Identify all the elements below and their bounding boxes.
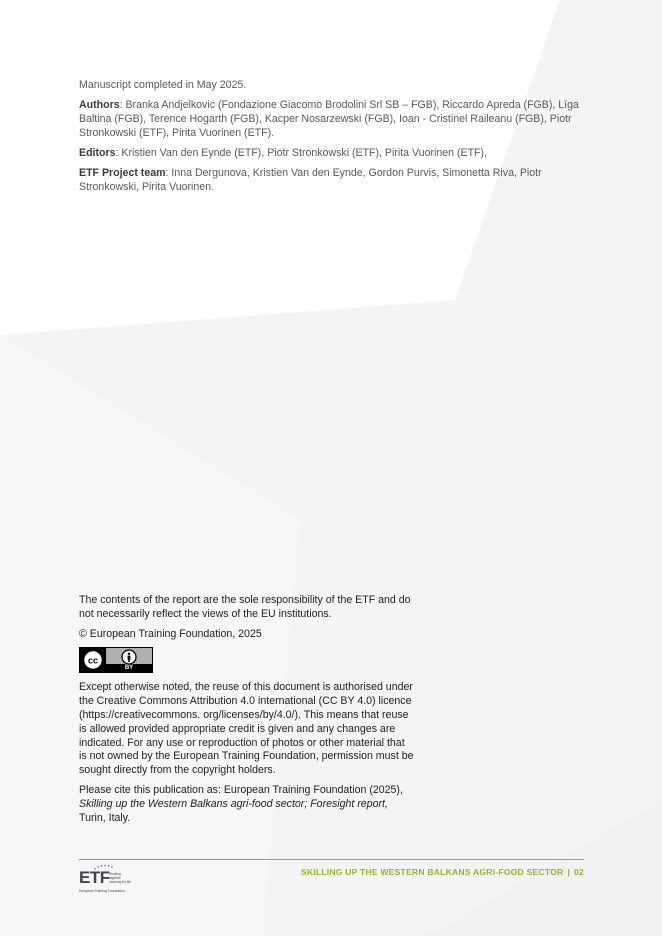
credits-block [79,78,584,200]
logo-subtitle: European Training Foundation [79,889,125,893]
project-team-line [79,166,584,194]
etf-logo [79,864,139,896]
citation-title: Skilling up the Western Balkans agri-food sector; Foresight report, [79,797,388,810]
legal-block [79,594,414,831]
disclaimer-text: The contents of the report are the sole responsibility of the ETF and do not necessarily reflect the views of the EU institutions. [79,594,411,620]
editors-text: : Kristien Van den Eynde (ETF), Piotr Stronkowski (ETF), Pirita Vuorinen (ETF), [115,147,487,159]
cc-icon [80,648,106,672]
cc-icon-text: cc [87,655,99,666]
authors-text: : Branka Andjelkovic (Fondazione Giacomo Brodolini Srl SB – FGB), Riccardo Apreda (FGB), Līga Baltina (FGB), Terence Hogarth (FGB), Kacper Nosarzewski (FGB), Ioan - Cristinel Raileanu (FGB), Piotr Stronkowski (ETF), Pirita Vuorinen (ETF). [79,99,579,139]
footer-separator: | [567,867,571,877]
logo-tagline: Working together Learning for life [109,872,131,884]
page-number: 02 [574,867,584,877]
editors-line [79,146,584,160]
project-team-label: ETF Project team [79,167,166,179]
license-text: Except otherwise noted, the reuse of this document is authorised under the Creative Commons Attribution 4.0 international (CC BY 4.0) licence (https://creativecommons. org/licenses/by/4.0/). This means that reuse is allowed provided appropriate credit is given and any changes are indicated. For any use or reproduction of photos or other material that is not owned by the European Training Foundation, permission must be sought directly from the copyright holders. [79,681,414,777]
cc-by-license-badge[interactable] [79,647,153,673]
copyright-text: © European Training Foundation, 2025 [79,627,262,640]
running-footer [301,867,584,877]
footer-divider [79,859,584,860]
cc-by-label: BY [106,664,152,672]
logo-wordmark: ETF [79,868,110,887]
citation-text [79,784,414,825]
citation-suffix: Turin, Italy. [79,811,131,824]
authors-label: Authors [79,99,120,111]
project-team-text: : Inna Dergunova, Kristien Van den Eynde, Gordon Purvis, Simonetta Riva, Piotr Stronkowski, Pirita Vuorinen. [79,167,542,193]
citation-prefix: Please cite this publication as: European Training Foundation (2025), [79,783,403,796]
authors-line [79,98,584,140]
attribution-person-icon [121,649,137,665]
manuscript-date: Manuscript completed in May 2025. [79,79,247,91]
editors-label: Editors [79,147,116,159]
document-title: SKILLING UP THE WESTERN BALKANS AGRI-FOOD SECTOR [300,867,564,877]
